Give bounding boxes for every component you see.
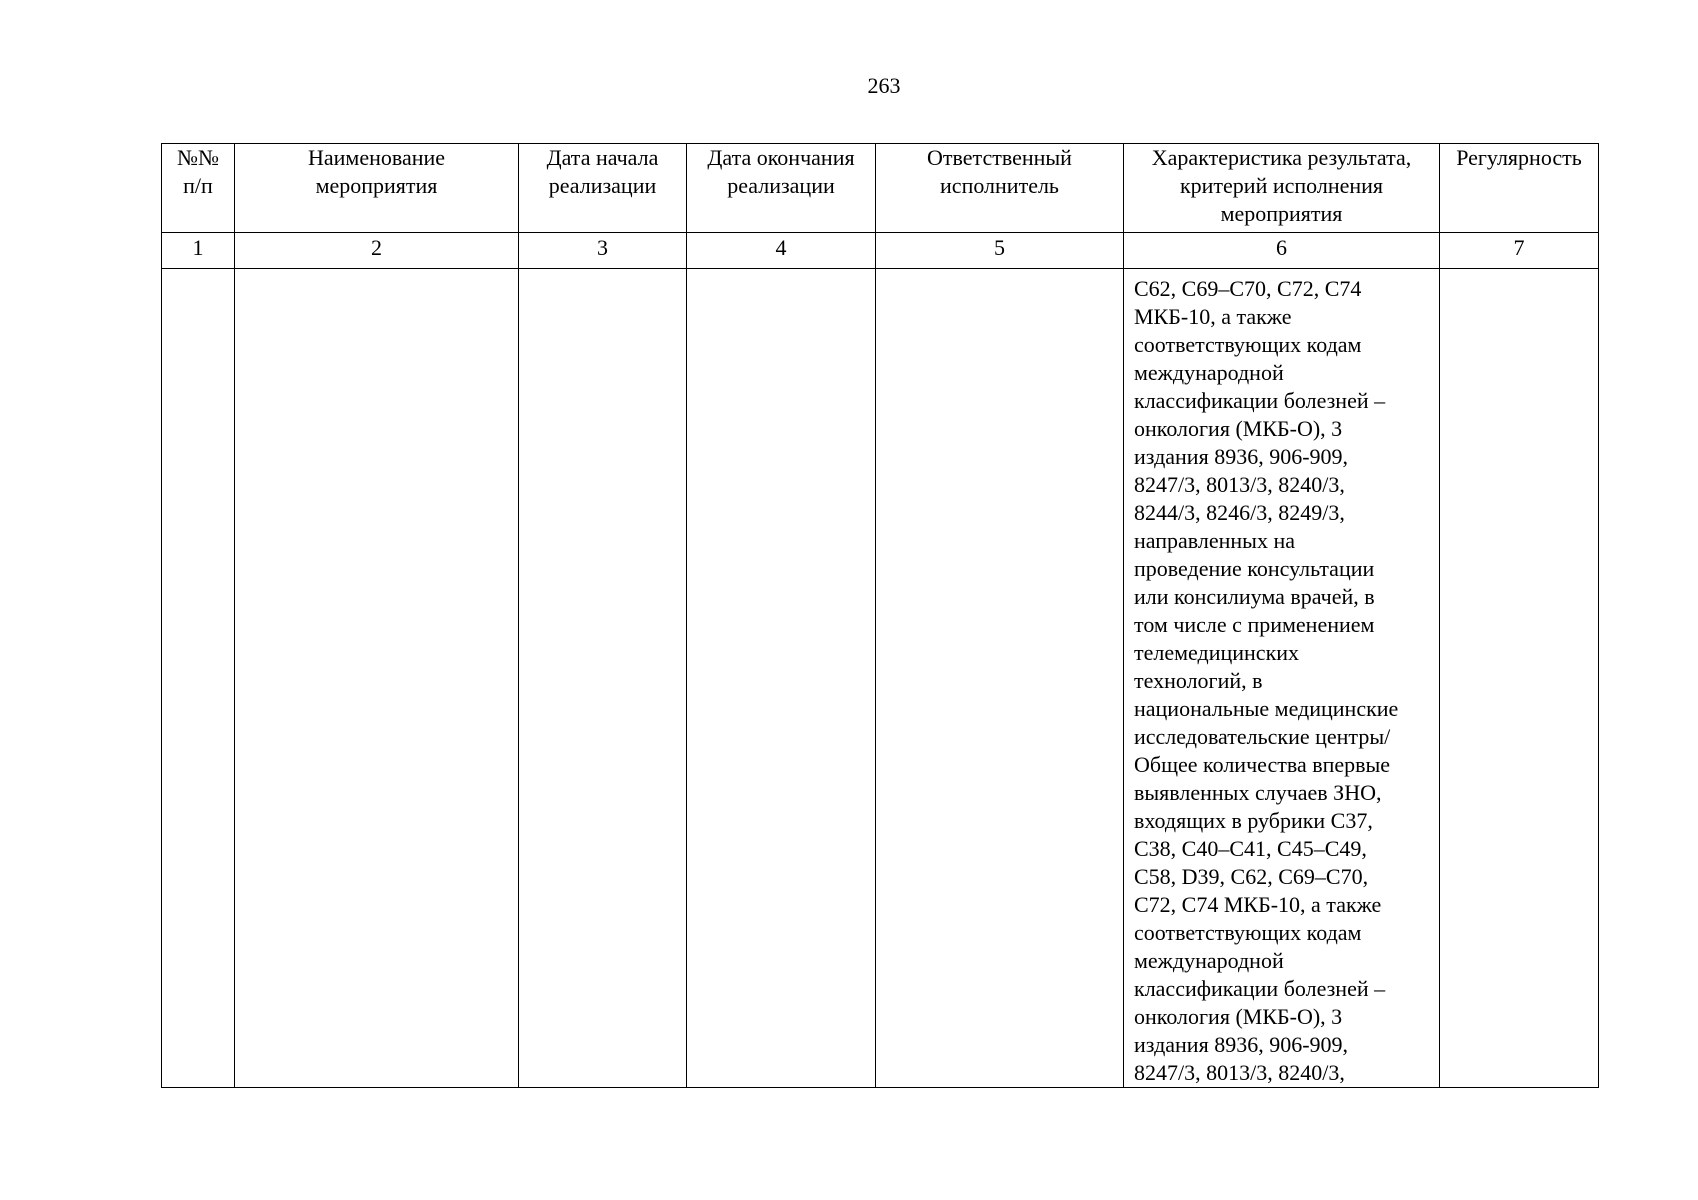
column-number: 3: [519, 233, 687, 269]
result-characteristic-text: С62, С69–С70, С72, С74 МКБ-10, а также соответствующих кодам международной классификации болезней – онкология (МКБ-О), 3 издания 8936, 906-909, 8247/3, 8013/3, 8240/3, 8244/3, 8246/3, 8249/3, направленных на проведение консультации или консилиума врачей, в том числе с применением телемедицинских технологий, в национальные медицинские исследовательские центры/ Общее количества впервые выявленных случаев ЗНО, входящих в рубрики С37, С38, С40–С41, С45–С49, С58, D39, С62, С69–С70, С72, С74 МКБ-10, а также соответствующих кодам международной классификации болезней – онкология (МКБ-О), 3 издания 8936, 906-909, 8247/3, 8013/3, 8240/3,: [1134, 276, 1399, 1085]
header-end-date: Дата окончания реализации: [687, 144, 876, 233]
table-row: [162, 269, 1599, 1088]
column-number: 7: [1440, 233, 1599, 269]
header-start-date: Дата начала реализации: [519, 144, 687, 233]
page-number: 263: [867, 73, 901, 98]
column-number-row: [162, 233, 1599, 269]
cell-start-date: [519, 269, 687, 1088]
cell-result-characteristic: [1124, 269, 1440, 1088]
header-row: [162, 144, 1599, 233]
column-number: 6: [1124, 233, 1440, 269]
header-activity-name: Наименование мероприятия: [235, 144, 519, 233]
header-responsible: Ответственный исполнитель: [876, 144, 1124, 233]
header-number: №№ п/п: [162, 144, 235, 233]
column-number: 2: [235, 233, 519, 269]
cell-responsible: [876, 269, 1124, 1088]
cell-end-date: [687, 269, 876, 1088]
column-number: 1: [162, 233, 235, 269]
header-regularity: Регулярность: [1440, 144, 1599, 233]
cell-activity-name: [235, 269, 519, 1088]
cell-number: [162, 269, 235, 1088]
cell-regularity: [1440, 269, 1599, 1088]
column-number: 5: [876, 233, 1124, 269]
activities-table: [161, 143, 1599, 1088]
column-number: 4: [687, 233, 876, 269]
header-result-characteristic: Характеристика результата, критерий исполнения мероприятия: [1124, 144, 1440, 233]
